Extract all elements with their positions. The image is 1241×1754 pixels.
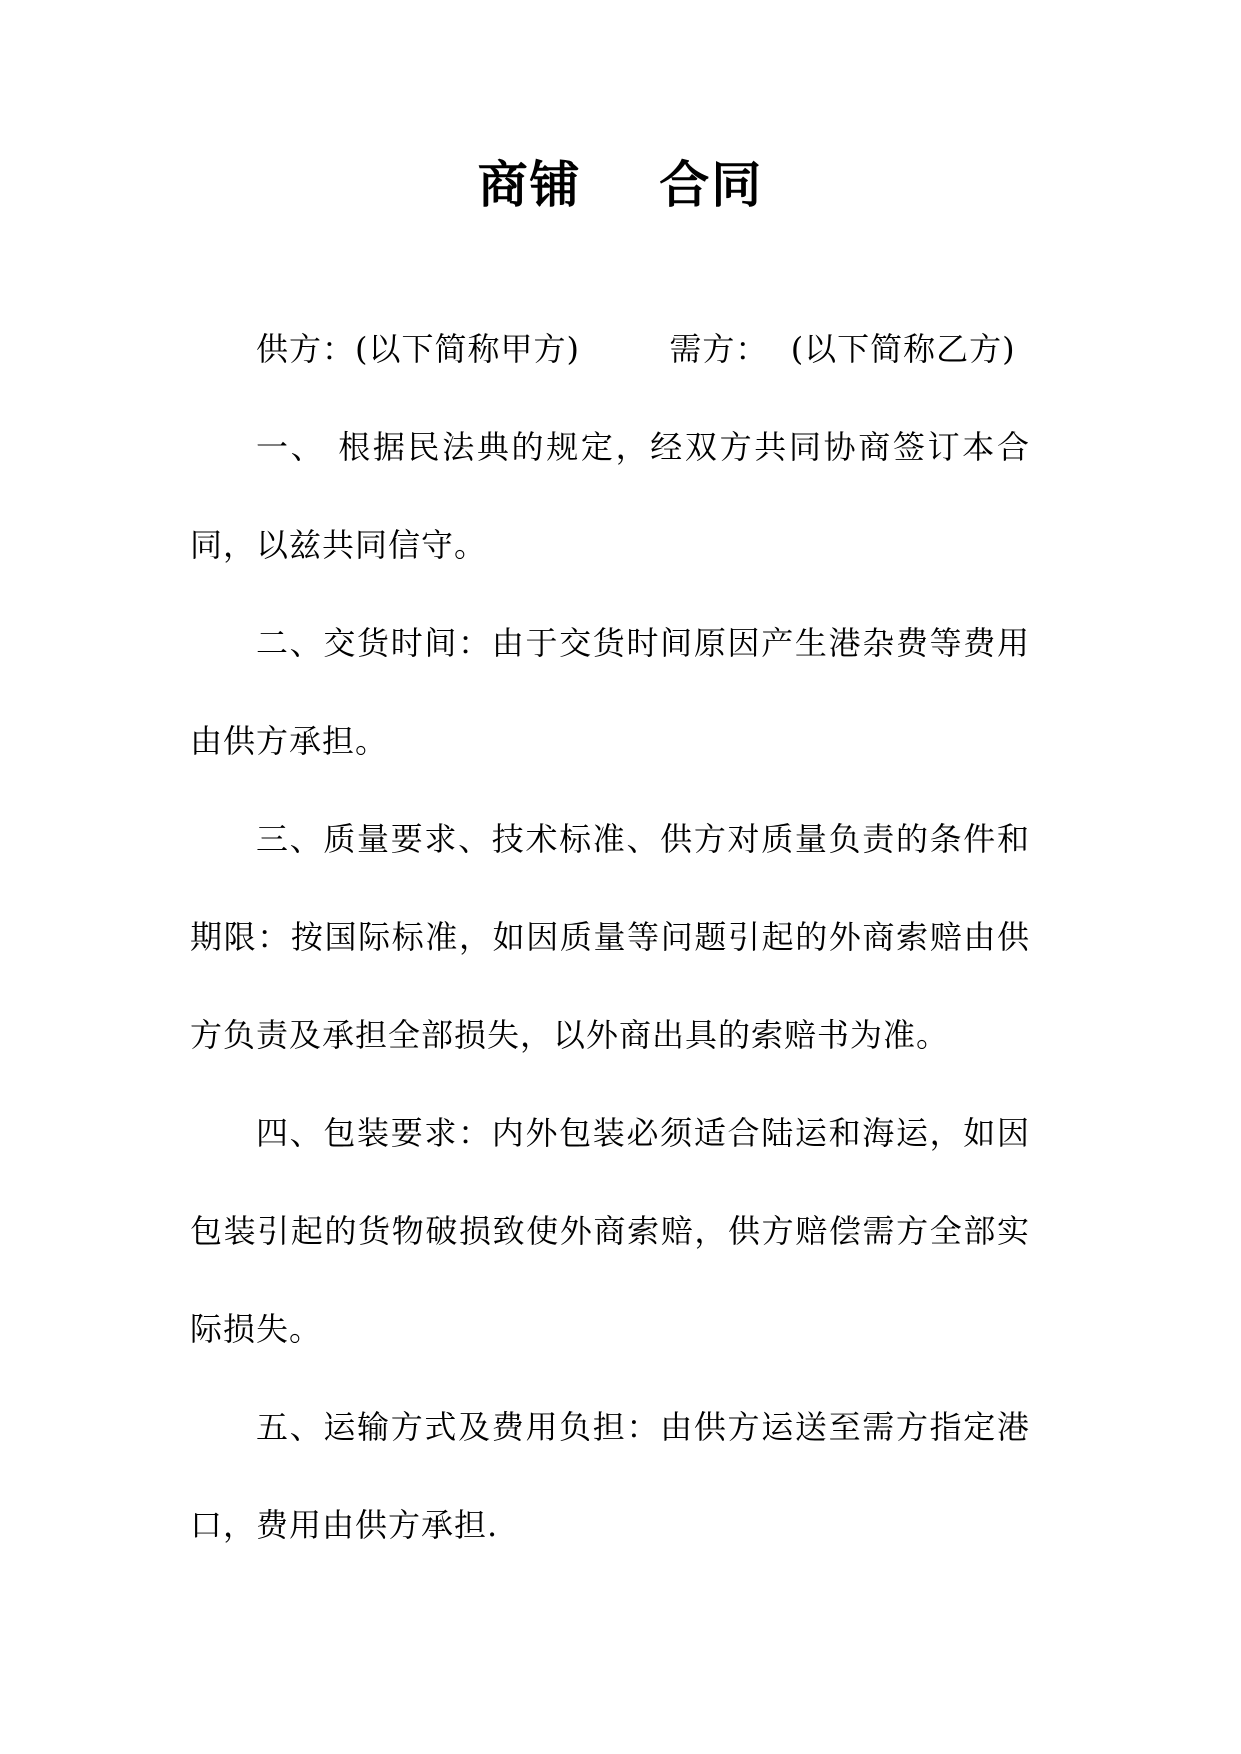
document-title: 商铺 合同 <box>477 156 764 214</box>
clause-2: 二、交货时间：由于交货时间原因产生港杂费等费用由供方承担。 <box>190 624 1030 760</box>
clause-5: 五、运输方式及费用负担：由供方运送至需方指定港口，费用由供方承担. <box>190 1408 1030 1544</box>
document-body <box>190 300 1030 1574</box>
clause-1: 一、 根据民法典的规定，经双方共同协商签订本合同，以兹共同信守。 <box>190 428 1030 564</box>
clause-4: 四、包装要求：内外包装必须适合陆运和海运，如因包装引起的货物破损致使外商索赔，供方赔偿需方全部实际损失。 <box>190 1114 1030 1348</box>
clause-3: 三、质量要求、技术标准、供方对质量负责的条件和期限：按国际标准，如因质量等问题引起的外商索赔由供方负责及承担全部损失，以外商出具的索赔书为准。 <box>190 820 1030 1054</box>
parties-line: 供方：(以下简称甲方) 需方： (以下简称乙方) <box>256 330 1016 368</box>
